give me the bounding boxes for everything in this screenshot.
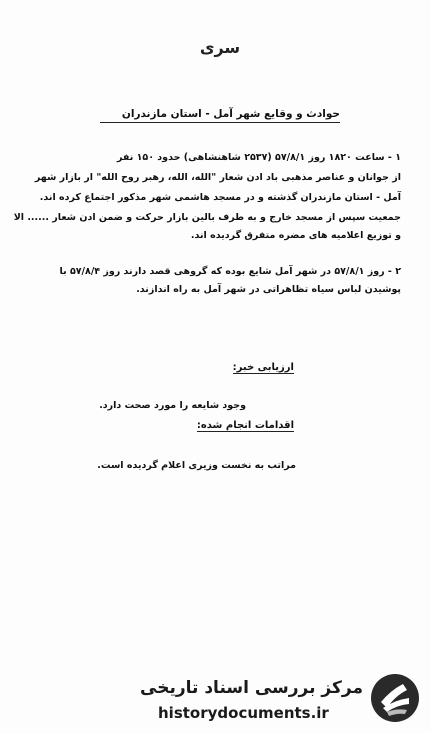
actions-text: مراتب به نخست وزیری اعلام گردیده است.	[97, 460, 296, 471]
watermark	[140, 672, 421, 732]
item2-line-1: ۲ - روز ۵۷/۸/۱ در شهر آمل شایع بوده که گروهی قصد دارند روز ۵۷/۸/۴ با	[59, 266, 401, 277]
item1-line-5: و توزیع اعلامیه های مضره متفرق گردیده اند.	[190, 230, 401, 241]
item1-line-3: آمل - استان مازندران گذشته و در مسجد هاشمی شهر مذکور اجتماع کرده اند.	[39, 192, 401, 203]
book-pages-icon	[369, 672, 421, 724]
item1-line-4: جمعیت سپس از مسجد خارج و به طرف بالین بازار حرکت و ضمن ادن شعار ...... الا	[13, 212, 401, 223]
item2-line-2: پوشیدن لباس سیاه تظاهراتی در شهر آمل به راه اندازند.	[136, 284, 401, 295]
evaluation-text: وجود شایعه را مورد صحت دارد.	[99, 400, 246, 411]
watermark-name: مرکز بررسی اسناد تاریخی	[140, 678, 363, 698]
evaluation-heading: ارزیابی خبر:	[232, 362, 294, 373]
item1-line-2: از جوانان و عناصر مذهبی باد ادن شعار "الله، الله، رهبر روح الله" ار بازار شهر	[34, 172, 401, 183]
watermark-url: historydocuments.ir	[158, 704, 329, 722]
actions-heading: اقدامات انجام شده:	[196, 420, 294, 431]
item1-line-1: ۱ - ساعت ۱۸۲۰ روز ۵۷/۸/۱ (۲۵۳۷ شاهنشاهی) حدود ۱۵۰ نفر	[116, 152, 401, 163]
report-title: حوادث و وقایع شهر آمل - استان مازندران	[100, 108, 340, 123]
classification-header: سری	[199, 38, 241, 57]
